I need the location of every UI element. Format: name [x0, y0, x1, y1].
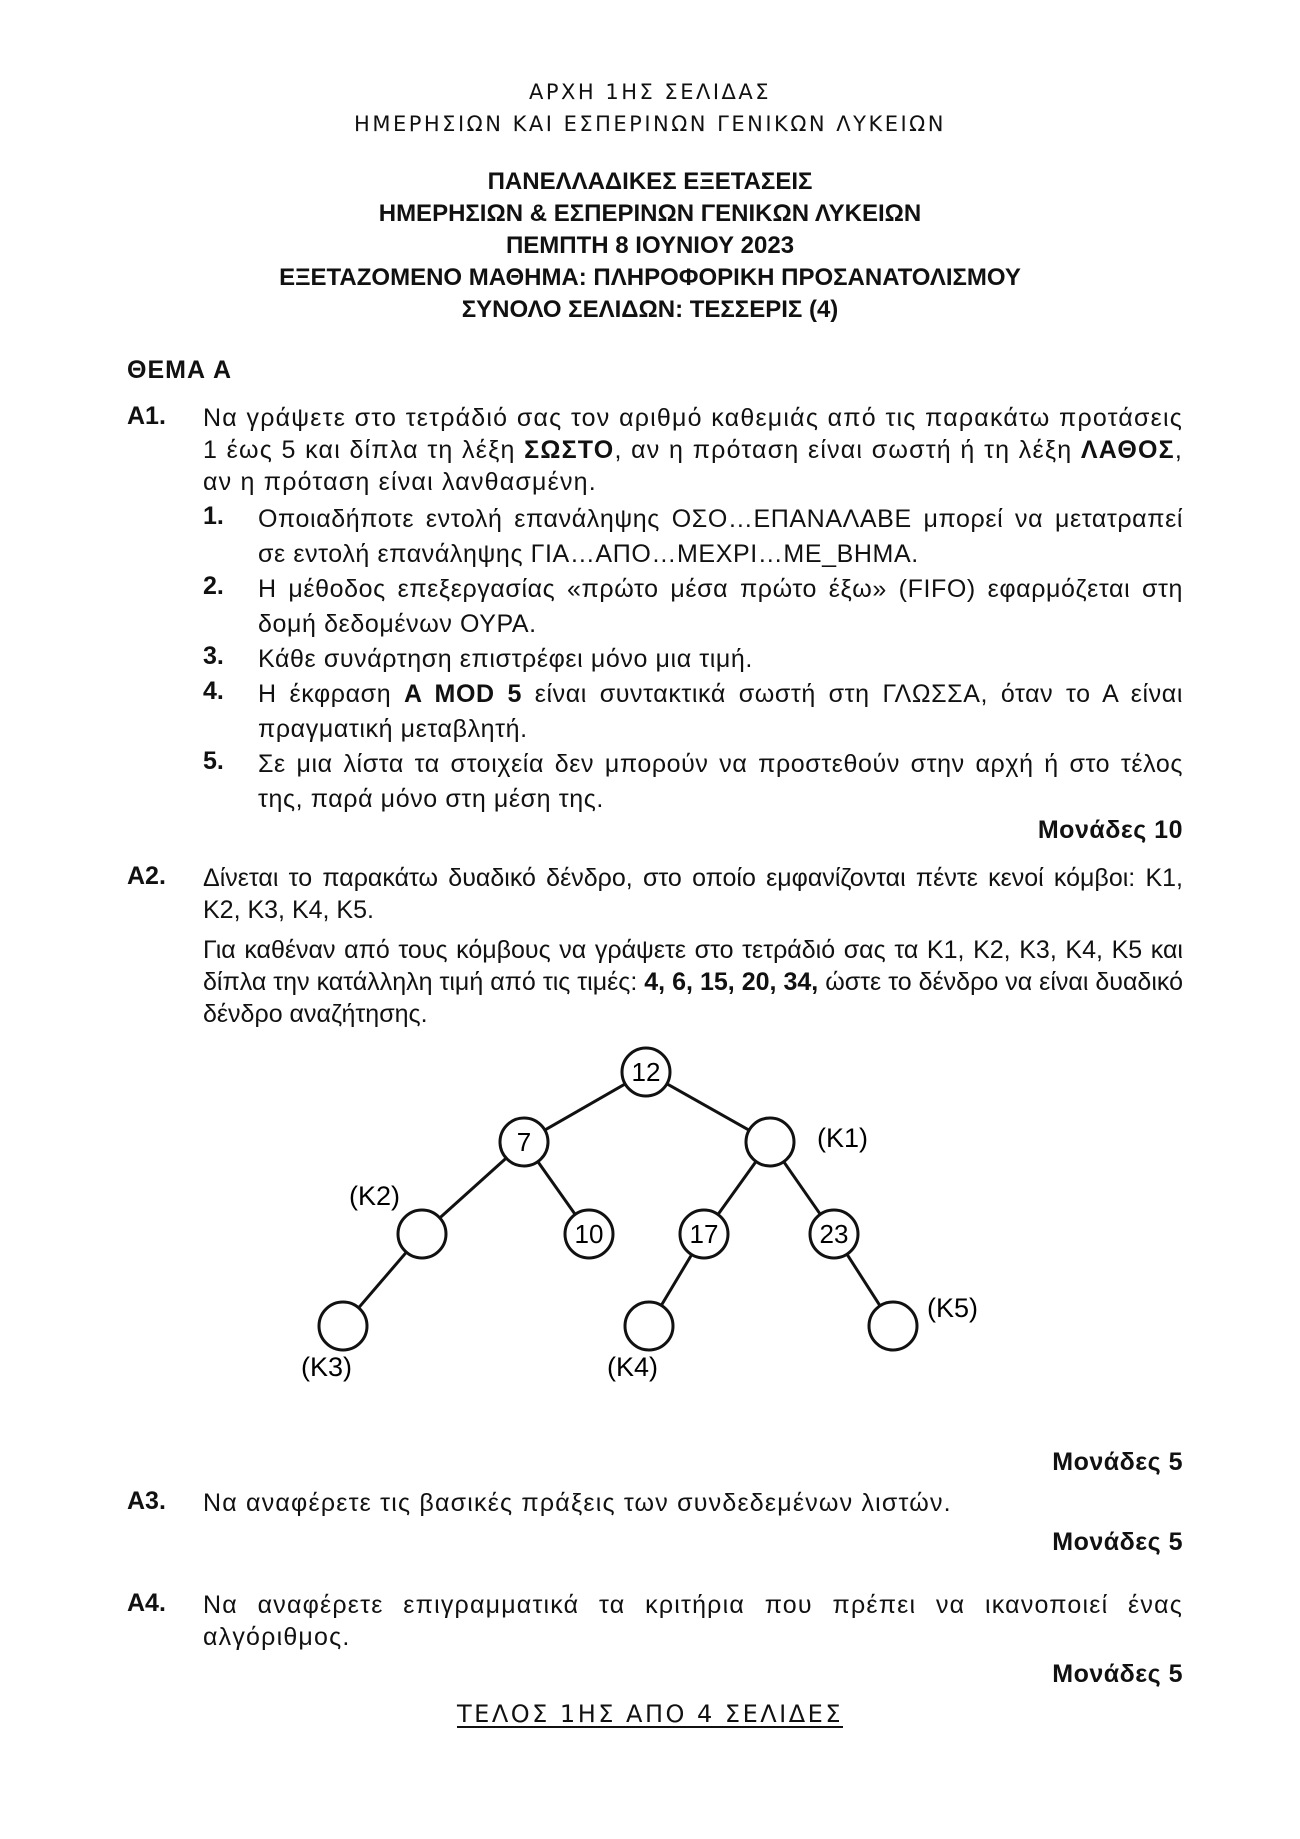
tree-edge — [784, 1162, 821, 1215]
tree-node-k1 — [746, 1118, 868, 1166]
tree-node-k3 — [301, 1302, 367, 1382]
item-number-5: 5. — [203, 747, 224, 775]
marks-a1: Μονάδες 10 — [1037, 816, 1183, 844]
question-a1-intro — [203, 402, 1183, 498]
exam-date: ΠΕΜΠΤΗ 8 ΙΟΥΝΙΟΥ 2023 — [505, 232, 795, 259]
tree-edge — [667, 1084, 749, 1130]
marks-a3: Μονάδες 5 — [1052, 1528, 1183, 1556]
item-4-expression: A MOD 5 — [404, 680, 522, 708]
question-a3-text: Να αναφέρετε τις βασικές πράξεις των συνδεδεμένων λιστών. — [203, 1489, 952, 1517]
exam-page-count: ΣΥΝΟΛΟ ΣΕΛΙΔΩΝ: ΤΕΣΣΕΡΙΣ (4) — [461, 296, 839, 323]
exam-schools: ΗΜΕΡΗΣΙΩΝ & ΕΣΠΕΡΙΝΩΝ ΓΕΝΙΚΩΝ ΛΥΚΕΙΩΝ — [378, 200, 922, 227]
tree-edge — [718, 1162, 756, 1215]
tree-node-circle — [746, 1118, 794, 1166]
tree-node-label: (K5) — [927, 1293, 979, 1323]
item-number-1: 1. — [203, 502, 224, 530]
tree-node-value: 17 — [689, 1219, 719, 1249]
question-label-a1: Α1. — [127, 402, 166, 430]
tree-node-circle — [869, 1302, 917, 1350]
tree-node-label: (K2) — [348, 1181, 400, 1211]
tree-node-n23 — [810, 1210, 858, 1258]
page-header-line-2: ΗΜΕΡΗΣΙΩΝ ΚΑΙ ΕΣΠΕΡΙΝΩΝ ΓΕΝΙΚΩΝ ΛΥΚΕΙΩΝ — [354, 112, 946, 136]
instructions-text: Για καθέναν από τους κόμβους να γράψετε στο τετράδιό σας τα Κ1, Κ2, Κ3, Κ4, Κ5 και δίπλα την κατάλληλη τιμή από τις τιμές: — [203, 936, 1183, 996]
item-text-2: Η μέθοδος επεξεργασίας «πρώτο μέσα πρώτο έξω» (FIFO) εφαρμόζεται στη δομή δεδομένων ΟΥΡΑ. — [258, 575, 1183, 638]
tree-node-value: 7 — [516, 1127, 532, 1157]
question-a2-text: Δίνεται το παρακάτω δυαδικό δένδρο, στο οποίο εμφανίζονται πέντε κενοί κόμβοι: Κ1, Κ2, Κ3, Κ4, Κ5. — [203, 864, 1183, 924]
item-4-text: Η έκφραση — [258, 680, 404, 708]
tree-node-n7 — [500, 1118, 548, 1166]
tree-node-k5 — [869, 1293, 978, 1350]
intro-keyword-wrong: ΛΑΘΟΣ — [1080, 436, 1175, 464]
item-4-text: είναι συντακτικά σωστή στη ΓΛΩΣΣΑ, όταν το Α είναι πραγματική μεταβλητή. — [258, 680, 1183, 743]
intro-text: , αν η πρόταση είναι σωστή ή τη λέξη — [614, 436, 1081, 464]
intro-text: Να γράψετε στο τετράδιό σας τον αριθμό καθεμιάς από τις παρακάτω προτάσεις 1 έως 5 και δίπλα τη λέξη — [203, 404, 1183, 464]
tree-edge — [440, 1158, 506, 1218]
candidate-values: 4, 6, 15, 20, 34, — [644, 968, 819, 996]
question-a4-text: Να αναφέρετε επιγραμματικά τα κριτήρια που πρέπει να ικανοποιεί ένας αλγόριθμος. — [203, 1591, 1183, 1651]
section-title: ΘΕΜΑ Α — [127, 356, 233, 384]
item-number-2: 2. — [203, 572, 224, 600]
tree-node-k4 — [607, 1302, 673, 1382]
marks-a4: Μονάδες 5 — [1052, 1660, 1183, 1688]
tree-edge — [545, 1084, 625, 1130]
tree-node-n17 — [680, 1210, 728, 1258]
tree-edge — [359, 1252, 407, 1308]
tree-node-label: (K3) — [300, 1352, 352, 1382]
item-text-5: Σε μια λίστα τα στοιχεία δεν μπορούν να προστεθούν στην αρχή ή στο τέλος της, παρά μόνο στη μέση της. — [258, 750, 1183, 813]
item-text-1: Οποιαδήποτε εντολή επανάληψης ΟΣΟ…ΕΠΑΝΑΛΑΒΕ μπορεί να μετατραπεί σε εντολή επανάληψης ΓΙΑ…ΑΠΟ…ΜΕΧΡΙ…ΜΕ_ΒΗΜΑ. — [258, 505, 1183, 568]
instructions-text: ώστε το δένδρο να είναι δυαδικό δένδρο αναζήτησης. — [203, 968, 1183, 1028]
tree-node-value: 12 — [631, 1057, 661, 1087]
item-number-3: 3. — [203, 642, 224, 670]
item-text-3: Κάθε συνάρτηση επιστρέφει μόνο μια τιμή. — [258, 645, 753, 673]
tree-node-circle — [319, 1302, 367, 1350]
question-a2-instructions — [203, 934, 1183, 1030]
exam-subject: ΕΞΕΤΑΖΟΜΕΝΟ ΜΑΘΗΜΑ: ΠΛΗΡΟΦΟΡΙΚΗ ΠΡΟΣΑΝΑΤΟΛΙΣΜΟΥ — [279, 264, 1021, 291]
tree-node-circle — [398, 1210, 446, 1258]
tree-nodes — [301, 1048, 978, 1382]
tree-edge — [661, 1255, 691, 1306]
page-footer — [0, 1700, 1300, 1728]
tree-node-label: (K1) — [817, 1123, 869, 1153]
tree-node-label: (K4) — [606, 1352, 658, 1382]
tree-node-value: 10 — [574, 1219, 604, 1249]
question-label-a4: Α4. — [127, 1589, 166, 1617]
tree-edge — [538, 1162, 575, 1215]
binary-tree-diagram — [300, 1030, 1000, 1410]
intro-keyword-correct: ΣΩΣΤΟ — [524, 436, 615, 464]
tree-node-root — [622, 1048, 670, 1096]
tree-edge — [847, 1254, 880, 1306]
marks-a2: Μονάδες 5 — [1052, 1448, 1183, 1476]
item-number-4: 4. — [203, 677, 224, 705]
page-header-line-1: ΑΡΧΗ 1ΗΣ ΣΕΛΙΔΑΣ — [528, 80, 772, 104]
page-footer-text: ΤΕΛΟΣ 1ΗΣ ΑΠΟ 4 ΣΕΛΙΔΕΣ — [457, 1700, 843, 1728]
tree-node-n10 — [565, 1210, 613, 1258]
intro-text: , αν η πρόταση είναι λανθασμένη. — [203, 436, 1183, 496]
item-text-4 — [258, 677, 1183, 747]
tree-edges — [359, 1084, 880, 1308]
tree-node-circle — [625, 1302, 673, 1350]
tree-node-value: 23 — [819, 1219, 849, 1249]
question-label-a3: Α3. — [127, 1487, 166, 1515]
question-label-a2: Α2. — [127, 862, 166, 890]
tree-node-k2 — [349, 1181, 446, 1258]
exam-title: ΠΑΝΕΛΛΑΔΙΚΕΣ ΕΞΕΤΑΣΕΙΣ — [487, 168, 813, 195]
